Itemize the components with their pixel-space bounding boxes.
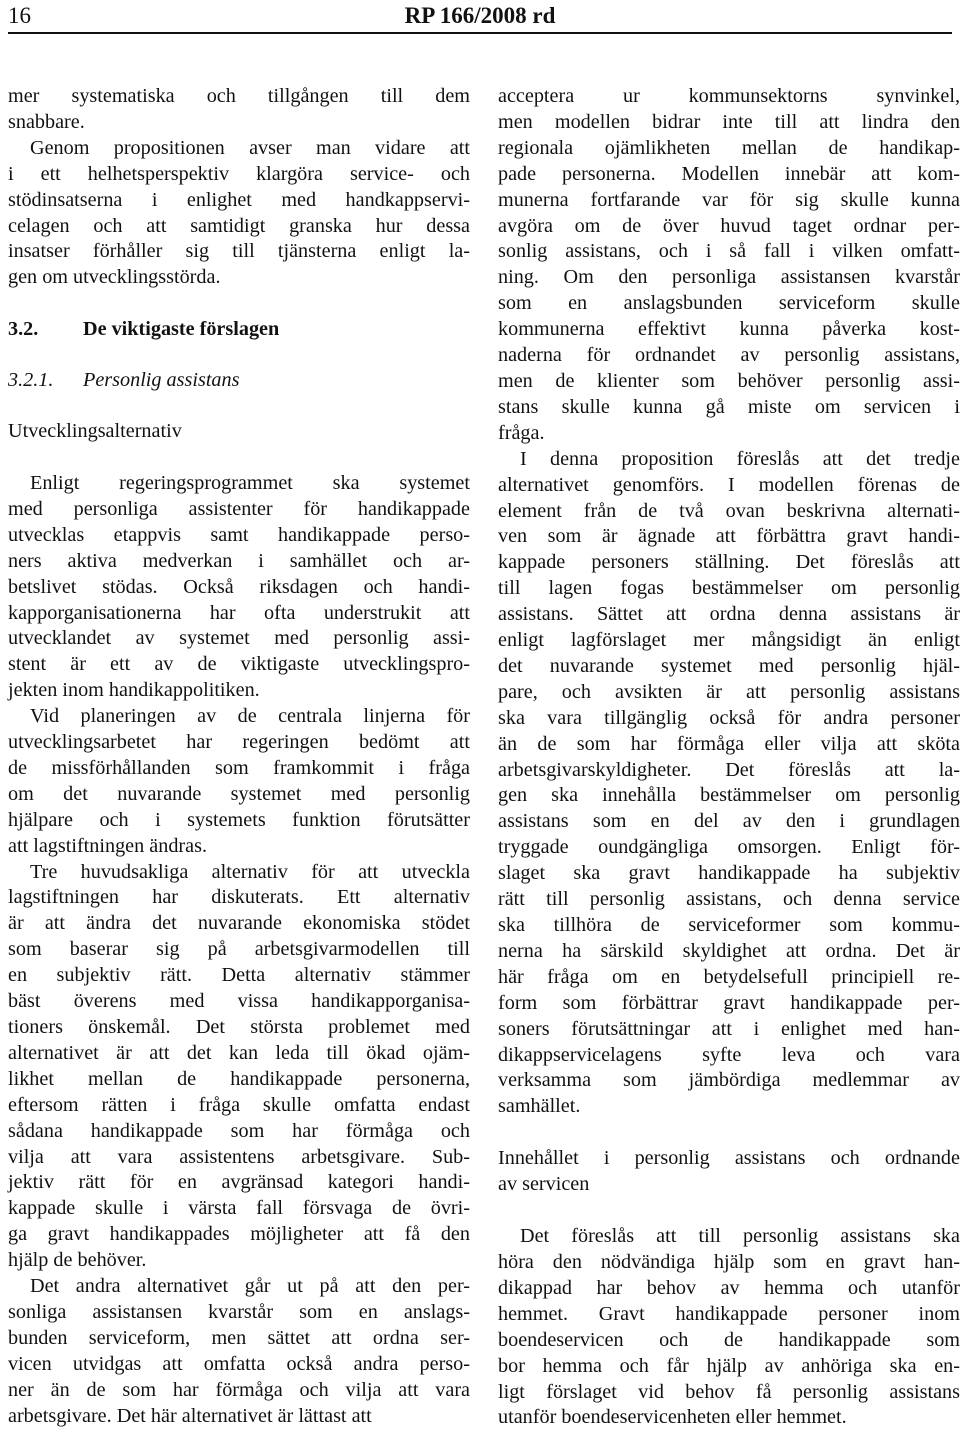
text-line: vicen utvidgas att omfatta också andra perso- — [8, 1352, 470, 1375]
text-line: dikappad har behov av hemma och utanför — [498, 1276, 960, 1299]
text-line: ska vara tillgänglig också för andra personer — [498, 706, 960, 729]
text-line: sonlig assistans, och i så fall i vilken omfatt- — [498, 240, 960, 263]
text-line: ners aktiva medverkan i samhället och ar- — [8, 549, 470, 572]
text-line: kapporganisationerna har ofta understrukit att — [8, 601, 470, 624]
paragraph — [8, 471, 470, 704]
text-line: nerna ha särskild skyldighet att ordna. Det är — [498, 939, 960, 962]
paragraph — [498, 1224, 960, 1431]
paragraph — [8, 136, 470, 291]
text-line: tioners önskemål. Det största problemet med — [8, 1016, 470, 1038]
text-line: tryggade oundgängliga omsorgen. Enligt för- — [498, 836, 960, 859]
text-line: ning. Om den personliga assistansen kvarstår — [498, 266, 960, 289]
subheading: Utvecklingsalternativ — [8, 420, 182, 443]
header-rule — [8, 32, 952, 34]
page-header — [8, 0, 952, 30]
text-line: celagen och att samtidigt granska hur dessa — [8, 214, 470, 237]
text-line: Genom propositionen avser man vidare att — [30, 136, 470, 159]
text-line: av servicen — [498, 1173, 590, 1196]
text-line: att lagstiftningen ändras. — [8, 834, 208, 857]
text-line: gen om utvecklingsstörda. — [8, 266, 221, 289]
text-line: soners förutsättningar att i enlighet med han- — [498, 1017, 960, 1040]
text-line: ska tillhöra de serviceformer som kommu- — [498, 914, 960, 936]
text-line: assistans. Sättet att ordna denna assistans är — [498, 603, 960, 626]
text-line: kappade skulle i värsta fall försvaga de övri- — [8, 1197, 470, 1220]
text-line: pare, och avsikten är att personlig assistans — [498, 680, 960, 703]
text-line: kappade personers ställning. Det föreslås att — [498, 551, 960, 574]
text-line: ligt förslaget vid behov få personlig assistans — [498, 1380, 960, 1403]
section-heading — [8, 317, 470, 343]
text-line: dikappservicelagens syfte leva och vara — [498, 1043, 960, 1066]
text-line: en subjektiv rätt. Detta alternativ stämmer — [8, 964, 470, 987]
subsection-number: 3.2.1. — [8, 369, 54, 392]
text-line: jektiv rätt för en avgränsad kategori handi- — [8, 1171, 470, 1194]
text-line: Det andra alternativet går ut på att den per- — [30, 1275, 470, 1298]
paragraph — [8, 860, 470, 1275]
text-line: men modellen bidrar inte till att lindra den — [498, 110, 960, 133]
text-line: kommunerna effektivt kunna påverka kost- — [498, 318, 960, 341]
text-line: stent är ett av de viktigaste utvecklingspro- — [8, 653, 470, 676]
paragraph — [498, 84, 960, 447]
text-line: som en anslagsbunden serviceform skulle — [498, 292, 960, 315]
text-line: I denna proposition föreslås att det tredje — [520, 447, 960, 470]
text-line: det nuvarande systemet med personlig hjäl- — [498, 654, 960, 677]
text-line: likhet mellan de handikappade personerna, — [8, 1067, 470, 1090]
text-line: naderna för ordnandet av personlig assistans, — [498, 344, 960, 367]
text-line: lagstiftningen har diskuterats. Ett alternativ — [8, 886, 470, 909]
text-line: arbetsgivarskyldigheter. Det föreslås att la- — [498, 758, 960, 781]
text-line: utanför boendeservicenheten eller hemmet. — [498, 1406, 847, 1429]
text-line: assistans som en del av den i grundlagen — [498, 810, 960, 833]
text-line: vilja att vara assistentens arbetsgivare. Sub- — [8, 1145, 470, 1168]
text-line: munerna fortfarande var för sig skulle kunna — [498, 188, 960, 211]
text-line: arbetsgivare. Det här alternativet är lättast att — [8, 1404, 372, 1427]
text-line: form som förbättrar gravt handikappade per- — [498, 991, 960, 1014]
text-line: avgöra om de över huvud taget ordnar per- — [498, 214, 960, 237]
text-line: boendeservicen och de handikappade som — [498, 1328, 960, 1351]
text-line: Vid planeringen av de centrala linjerna för — [30, 705, 470, 728]
paragraph — [8, 1274, 470, 1429]
subheading — [498, 1146, 960, 1198]
text-line: rätt till personlig assistans, och denna service — [498, 888, 960, 911]
text-line: här fråga om en betydelsefull principiell re- — [498, 965, 960, 988]
text-line: jekten inom handikappolitiken. — [8, 679, 260, 702]
text-line: de missförhållanden som framkommit i fråga — [8, 756, 470, 779]
subsection-title: Personlig assistans — [83, 369, 240, 392]
text-line: stans skulle kunna gå miste om servicen i — [498, 395, 960, 418]
text-line: bäst överens med vissa handikapporganisa- — [8, 990, 470, 1013]
text-line: utvecklas etappvis samt handikappade perso- — [8, 523, 470, 546]
text-line: insatser förhåller sig till tjänsterna enligt la- — [8, 240, 470, 263]
text-line: hjälpare och i systemets funktion förutsätter — [8, 808, 470, 831]
text-line: sådana handikappade som har förmåga och — [8, 1119, 470, 1142]
text-line: betslivet stödas. Också riksdagen och handi- — [8, 575, 470, 598]
text-line: men de klienter som behöver personlig assi- — [498, 369, 960, 392]
text-line: ner än de som har förmåga och vilja att vara — [8, 1378, 470, 1401]
text-line: samhället. — [498, 1095, 581, 1118]
text-line: utvecklingsarbetet har regeringen bedömt att — [8, 731, 470, 754]
section-number: 3.2. — [8, 318, 39, 341]
document-reference: RP 166/2008 rd — [404, 3, 556, 28]
subsection-heading — [8, 368, 470, 394]
text-line: alternativet genomförs. I modellen förenas de — [498, 473, 960, 496]
text-line: mer systematiska och tillgången till dem — [8, 85, 470, 107]
text-line: i ett helhetsperspektiv klargöra service- och — [8, 162, 470, 185]
text-line: till lagen fogas bestämmelser om personlig — [498, 577, 960, 600]
text-line: acceptera ur kommunsektorns synvinkel, — [498, 85, 960, 107]
text-line: verksamma som jämbördiga medlemmar av — [498, 1069, 960, 1092]
text-line: sonliga assistansen kvarstår som en anslags- — [8, 1300, 470, 1323]
text-line: alternativet är att det kan leda till ökad ojäm- — [8, 1041, 470, 1064]
text-line: höra den nödvändiga hjälp som en gravt han- — [498, 1250, 960, 1273]
text-line: hemmet. Gravt handikappade personer inom — [498, 1302, 960, 1325]
text-line: är att ändra det nuvarande ekonomiska stödet — [8, 912, 470, 935]
right-column — [498, 84, 960, 1431]
text-line: med personliga assistenter för handikappade — [8, 497, 470, 520]
text-line: enligt lagförslaget mer mångsidigt än enligt — [498, 629, 960, 652]
text-line: bor hemma och får hjälp av anhöriga ska en- — [498, 1354, 960, 1377]
text-line: snabbare. — [8, 110, 85, 133]
text-line: Enligt regeringsprogrammet ska systemet — [30, 471, 470, 494]
text-line: ga gravt handikappades möjligheter att få den — [8, 1223, 470, 1246]
text-line: ven som är ägnade att förbättra gravt handi- — [498, 525, 960, 548]
left-column — [8, 84, 470, 1430]
paragraph — [498, 447, 960, 1121]
text-line: än de som har förmåga eller vilja att sköta — [498, 732, 960, 755]
text-line: gen ska innehålla bestämmelser om personlig — [498, 784, 960, 807]
text-line: Innehållet i personlig assistans och ordnande — [498, 1147, 960, 1170]
text-line: eftersom rätten i fråga skulle omfatta endast — [8, 1093, 470, 1116]
text-line: Det föreslås att till personlig assistans ska — [520, 1225, 960, 1248]
text-line: hjälp de behöver. — [8, 1249, 147, 1272]
text-line: element från de två ovan beskrivna alternati- — [498, 499, 960, 522]
text-line: regionala ojämlikheten mellan de handikap- — [498, 136, 960, 159]
page-number: 16 — [8, 3, 31, 28]
text-line: stödinsatserna i enlighet med handkappservi- — [8, 188, 470, 211]
text-line: bunden serviceform, men sättet att ordna ser- — [8, 1326, 470, 1349]
text-line: om det nuvarande systemet med personlig — [8, 782, 470, 805]
paragraph — [8, 84, 470, 136]
text-line: utvecklandet av systemet med personlig assi- — [8, 627, 470, 650]
text-line: Tre huvudsakliga alternativ för att utveckla — [30, 860, 470, 883]
section-title: De viktigaste förslagen — [83, 318, 280, 341]
text-line: pade personerna. Modellen innebär att kom- — [498, 162, 960, 185]
text-line: som baserar sig på arbetsgivarmodellen till — [8, 938, 470, 961]
paragraph — [8, 704, 470, 859]
text-line: slaget ska gravt handikappade ha subjektiv — [498, 862, 960, 885]
text-line: fråga. — [498, 421, 545, 444]
